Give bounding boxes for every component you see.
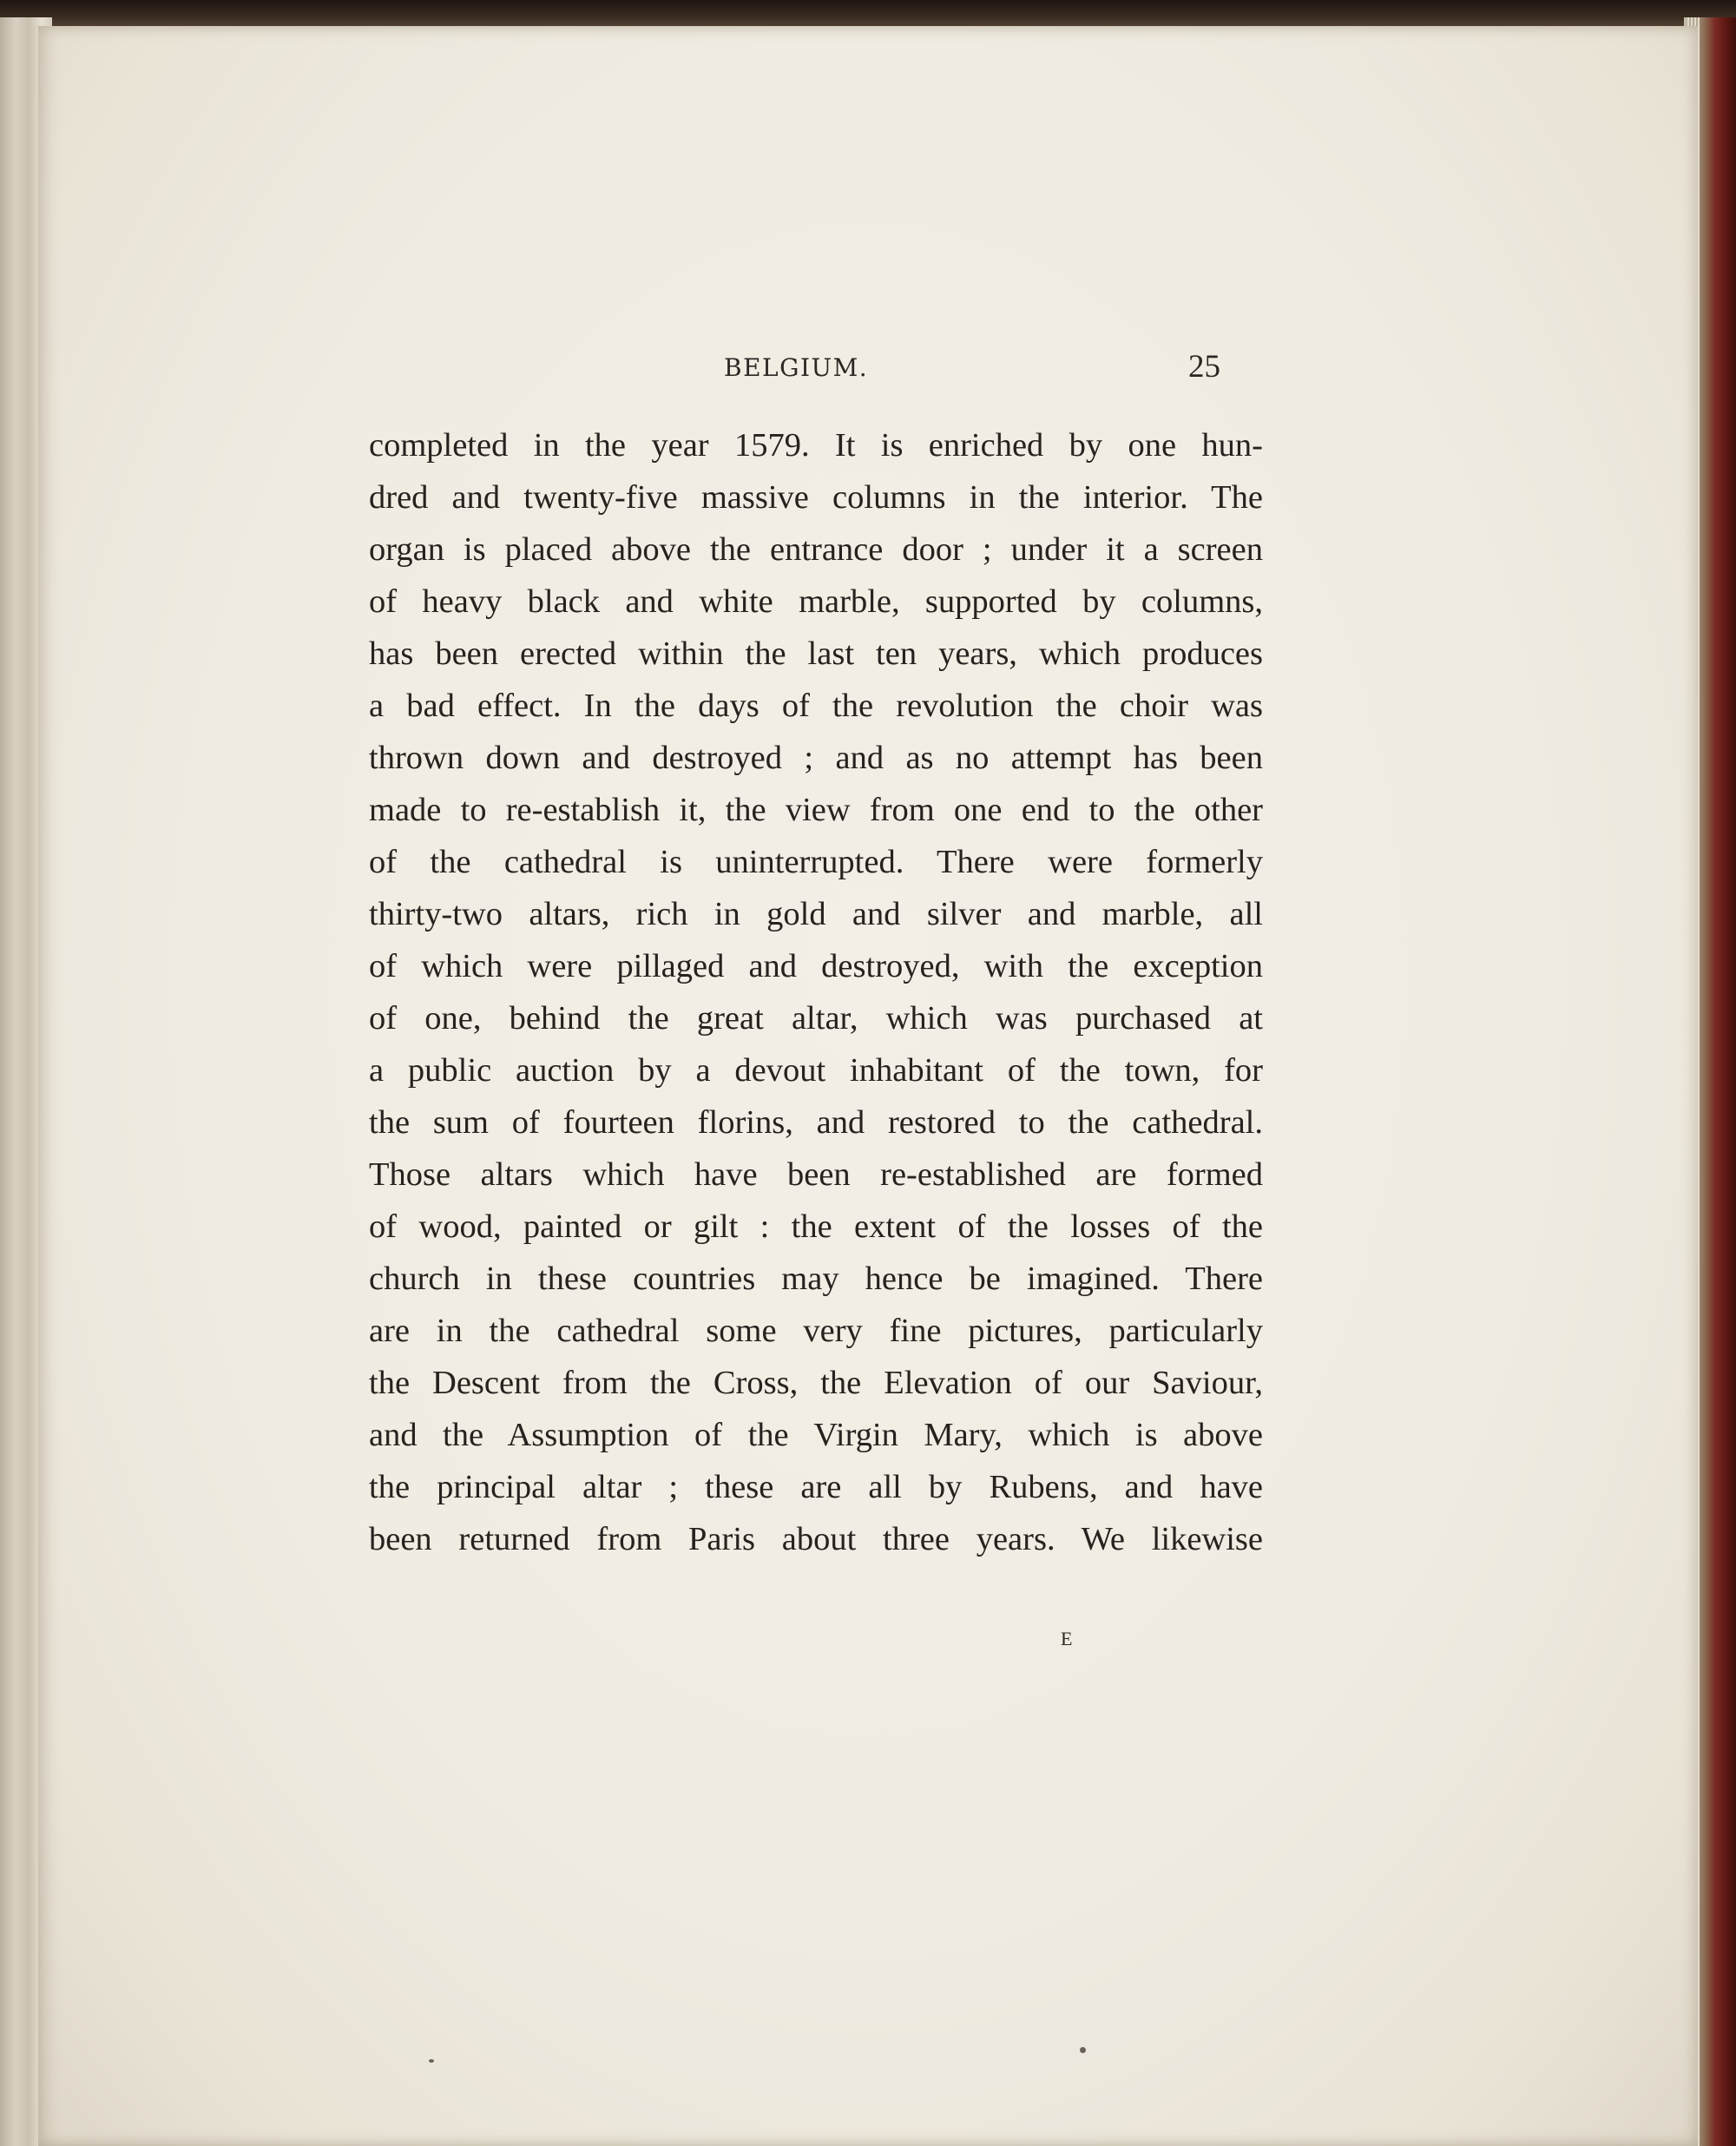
text-line: completed in the year 1579. It is enriched by one hun-: [369, 427, 1263, 464]
text-line: organ is placed above the entrance door ; under it a screen: [369, 531, 1263, 568]
text-line: a public auction by a devout inhabitant of the town, for: [369, 1052, 1263, 1089]
paper-speck: [1080, 2047, 1086, 2053]
text-line: of which were pillaged and destroyed, with the exception: [369, 948, 1263, 984]
paper-speck: [429, 2059, 434, 2063]
book-page: [38, 26, 1698, 2146]
background-edge: [0, 0, 1736, 30]
body-text: [369, 419, 1263, 1565]
text-line: the sum of fourteen florins, and restored to the cathedral.: [369, 1104, 1263, 1141]
page-number: 25: [1188, 349, 1220, 385]
text-line: of heavy black and white marble, supported by columns,: [369, 583, 1263, 620]
text-line: church in these countries may hence be imagined. There: [369, 1261, 1263, 1297]
text-line: Those altars which have been re-established are formed: [369, 1156, 1263, 1193]
text-line: of the cathedral is uninterrupted. There were formerly: [369, 844, 1263, 880]
running-title: BELGIUM.: [724, 353, 869, 382]
text-line: of one, behind the great altar, which was purchased at: [369, 1000, 1263, 1037]
text-line: of wood, painted or gilt : the extent of the losses of the: [369, 1208, 1263, 1245]
text-line: are in the cathedral some very fine pictures, particularly: [369, 1313, 1263, 1349]
text-line: the Descent from the Cross, the Elevation of our Saviour,: [369, 1365, 1263, 1401]
text-line: made to re-establish it, the view from one end to the other: [369, 792, 1263, 828]
text-line: a bad effect. In the days of the revolution the choir was: [369, 688, 1263, 724]
text-line: thrown down and destroyed ; and as no attempt has been: [369, 740, 1263, 776]
text-line: and the Assumption of the Virgin Mary, which is above: [369, 1417, 1263, 1453]
text-line: dred and twenty-five massive columns in the interior. The: [369, 479, 1263, 516]
signature-mark: E: [1061, 1628, 1073, 1649]
running-head: [38, 349, 1698, 397]
text-line: the principal altar ; these are all by Rubens, and have: [369, 1469, 1263, 1505]
text-line: been returned from Paris about three years. We likewise: [369, 1521, 1263, 1557]
text-line: has been erected within the last ten years, which produces: [369, 635, 1263, 672]
text-line: thirty-two altars, rich in gold and silver and marble, all: [369, 896, 1263, 932]
